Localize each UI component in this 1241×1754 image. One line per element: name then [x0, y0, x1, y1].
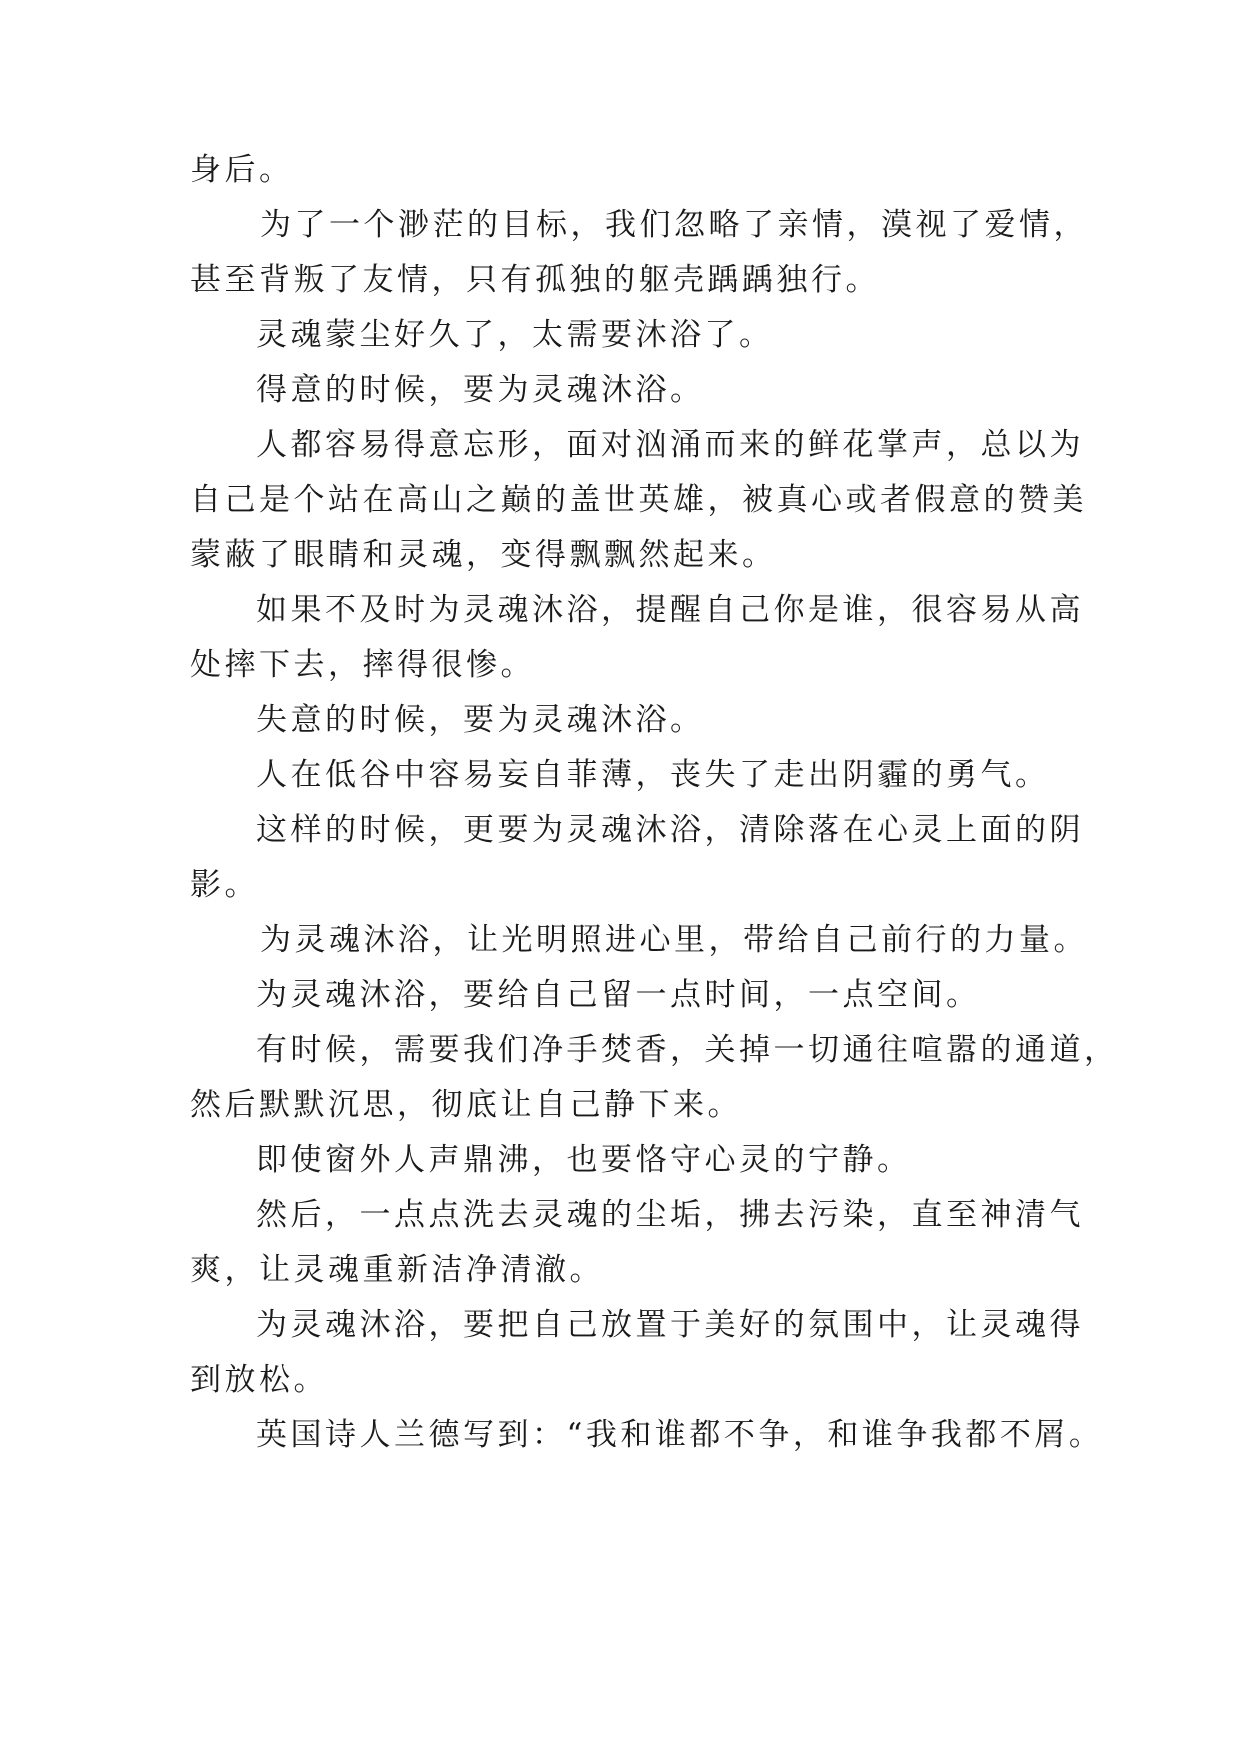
text-line: 处摔下去，摔得很惨。 — [190, 647, 535, 683]
text-line: 为灵魂沐浴，要把自己放置于美好的氛围中，让灵魂得 — [256, 1307, 1084, 1343]
text-line: 为灵魂沐浴，让光明照进心里，带给自己前行的力量。 — [260, 922, 1088, 958]
text-line: 即使窗外人声鼎沸，也要恪守心灵的宁静。 — [256, 1142, 912, 1178]
text-line: 灵魂蒙尘好久了，太需要沐浴了。 — [256, 317, 774, 353]
text-line: 这样的时候，更要为灵魂沐浴，清除落在心灵上面的阴 — [256, 812, 1084, 848]
text-line: 人在低谷中容易妄自菲薄，丧失了走出阴霾的勇气。 — [256, 757, 1050, 793]
text-line: 得意的时候，要为灵魂沐浴。 — [256, 372, 705, 408]
text-line: 到放松。 — [190, 1362, 328, 1398]
text-line: 为了一个渺茫的目标，我们忽略了亲情，漠视了爱情， — [260, 207, 1088, 243]
text-line: 爽，让灵魂重新洁净清澈。 — [190, 1252, 604, 1288]
text-line: 自己是个站在高山之巅的盖世英雄，被真心或者假意的赞美 — [190, 482, 1087, 518]
text-line: 身后。 — [190, 152, 294, 188]
text-line: 失意的时候，要为灵魂沐浴。 — [256, 702, 705, 738]
text-line: 甚至背叛了友情，只有孤独的躯壳踽踽独行。 — [190, 262, 880, 298]
text-line: 影。 — [190, 867, 259, 903]
text-line: 如果不及时为灵魂沐浴，提醒自己你是谁，很容易从高 — [256, 592, 1084, 628]
text-line: 然后，一点点洗去灵魂的尘垢，拂去污染，直至神清气 — [256, 1197, 1084, 1233]
text-line: 蒙蔽了眼睛和灵魂，变得飘飘然起来。 — [190, 537, 777, 573]
text-line: 然后默默沉思，彻底让自己静下来。 — [190, 1087, 742, 1123]
text-line: 为灵魂沐浴，要给自己留一点时间，一点空间。 — [256, 977, 981, 1013]
text-line: 有时候，需要我们净手焚香，关掉一切通往喧嚣的通道， — [256, 1032, 1119, 1068]
text-line: 人都容易得意忘形，面对汹涌而来的鲜花掌声，总以为 — [256, 427, 1084, 463]
text-line: 英国诗人兰德写到：“我和谁都不争，和谁争我都不屑。 — [256, 1417, 1104, 1453]
